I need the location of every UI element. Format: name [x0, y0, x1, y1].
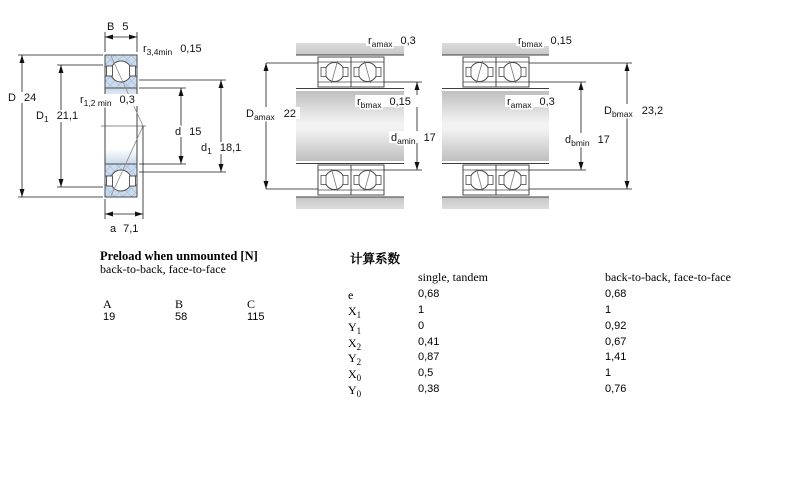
dim-label-a: a 7,1 [110, 223, 139, 235]
factors-row-X2: $X_2$ 0,41 0,67 [348, 336, 627, 352]
dim-label-D-amax: $D_{amax}$ 22 [246, 108, 296, 122]
factors-col1-header: single, tandem [418, 270, 488, 284]
preload-value-B: 58 [175, 311, 188, 323]
dim-label-r-bmax: $r_{bmax}$ 0,15 [357, 96, 411, 110]
dim-B [105, 32, 137, 52]
preload-value-A: 19 [103, 311, 116, 323]
preload-header-row [103, 297, 319, 312]
dim-label-D-bmax: $D_{bmax}$ 23,2 [604, 105, 664, 119]
bearing-pair-top [463, 57, 529, 87]
dim-label-d: d 15 [175, 126, 202, 138]
preload-col-B: B [175, 297, 184, 311]
factors-title: 计算系数 [350, 252, 401, 266]
bearing-bottom-half [105, 164, 137, 197]
dim-label-D1: $D_1$ 21,1 [36, 110, 79, 124]
dim-label-r34min: $r_{3,4min}$ 0,15 [143, 43, 202, 57]
dim-label-d-amin: $d_{amin}$ 17 [391, 132, 436, 146]
factors-row-X1: $X_1$ 1 1 [348, 304, 612, 320]
dim-label-r-bmax: $r_{bmax}$ 0,15 [518, 35, 572, 49]
dim-label-r-amax: $r_{amax}$ 0,3 [368, 35, 416, 49]
factors-row-Y1: $Y_1$ 0 0,92 [348, 320, 627, 336]
housing-bottom [442, 197, 549, 209]
mounting-diagram-a [244, 34, 439, 209]
dim-label-r12min: $r_{1,2 min}$ 0,3 [80, 94, 135, 108]
factors-row-e: e 0,68 0,68 [348, 288, 627, 302]
preload-value-row [103, 311, 319, 323]
dim-label-r-amax: $r_{amax}$ 0,3 [507, 96, 555, 110]
dim-label-d-bmin: $d_{bmin}$ 17 [565, 134, 610, 148]
bearing-pair-top [318, 57, 384, 87]
preload-col-C: C [247, 297, 256, 311]
single-bearing-cross-section [6, 21, 241, 235]
dim-label-D: D 24 [8, 92, 37, 104]
bearing-top-half [105, 55, 137, 88]
housing-bottom [296, 197, 404, 209]
preload-col-A: A [103, 297, 112, 311]
factors-col2-header: back-to-back, face-to-face [605, 270, 731, 284]
bearing-pair-bottom [463, 165, 529, 195]
preload-value-C: 115 [247, 311, 265, 323]
factors-row-Y0: $Y_0$ 0,38 0,76 [348, 383, 627, 399]
preload-subtitle: back-to-back, face-to-face [100, 262, 226, 276]
preload-title: Preload when unmounted [N] [100, 249, 258, 263]
dim-D1 [57, 65, 103, 187]
factors-row-Y2: $Y_2$ 0,87 1,41 [348, 351, 627, 367]
bearing-drawings-svg [0, 0, 800, 246]
bearing-pair-bottom [318, 165, 384, 195]
dim-D [18, 55, 103, 197]
mounting-diagram-b [442, 34, 666, 209]
dim-label-B: B 5 [107, 21, 129, 33]
factors-row-X0: $X_0$ 0,5 1 [348, 367, 612, 383]
dim-label-d1: $d_1$ 18,1 [201, 142, 242, 156]
